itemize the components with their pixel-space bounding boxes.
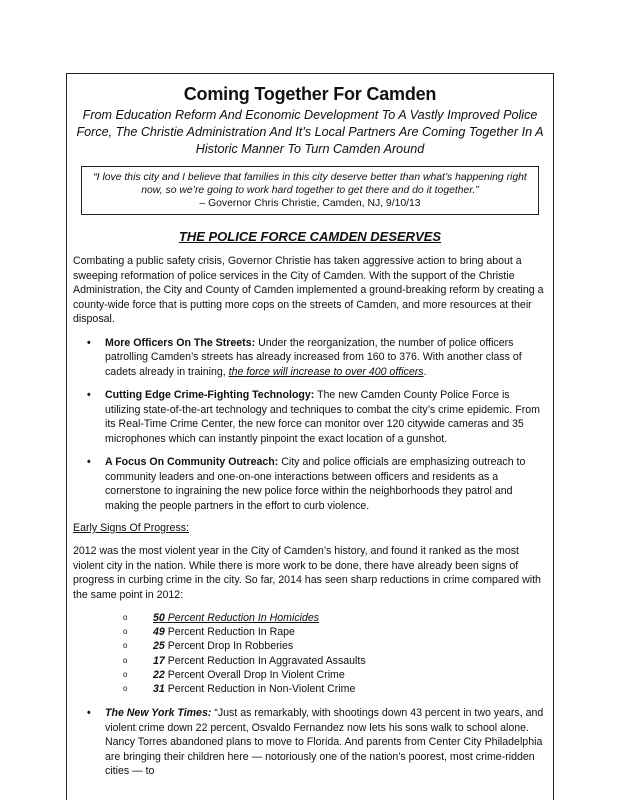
stat-label: Percent Overall Drop In Violent Crime (164, 668, 345, 681)
bullet-emphasis: the force will increase to over 400 officers (228, 365, 424, 378)
section-heading: THE POLICE FORCE CAMDEN DESERVES (178, 229, 442, 244)
stat-number: 17 (153, 654, 165, 667)
stat-label: Percent Reduction In Aggravated Assaults (164, 654, 366, 667)
stat-item (73, 668, 547, 682)
stat-item (73, 611, 547, 625)
circle-bullet-icon: o (123, 684, 128, 694)
stat-item (73, 654, 547, 668)
early-signs-label: Early Signs Of Progress: (73, 522, 189, 534)
press-source: The New York Times: (105, 707, 212, 720)
bullet-text: Under the reorganization, the number of police officers patrolling Camden’s streets has already increased from 160 to 376. With another class of cadets already in training, (105, 336, 522, 378)
circle-bullet-icon: o (123, 627, 128, 637)
stat-label: Percent Reduction in Non-Violent Crime (164, 683, 356, 696)
bullet-dot-icon: • (87, 389, 91, 401)
stat-item (73, 625, 547, 639)
bullet-text: City and police officials are emphasizing outreach to community leaders and one-on-one interactions between officers and residents as a cornerstone to ingraining the new police force within the neighborhoods they patrol and making the people partners in the effort to curb violence. (105, 456, 526, 512)
stat-number: 50 (153, 612, 165, 624)
stat-label: Percent Reduction In Homicides (164, 612, 320, 624)
stat-number: 22 (153, 668, 165, 681)
crime-stats-list (73, 611, 547, 696)
quote-attribution: – Governor Chris Christie, Camden, NJ, 9/10/13 (199, 198, 421, 209)
stat-label: Percent Reduction In Rape (164, 626, 295, 639)
bullet-item-technology (73, 388, 547, 446)
stat-item (73, 682, 547, 696)
stat-label: Percent Drop In Robberies (164, 640, 294, 653)
quote-text: “I love this city and I believe that families in this city deserve better than what’s happening right now, so we’re going to work hard together to get there and do it together.” (93, 172, 527, 196)
document-content (67, 74, 553, 779)
progress-paragraph: 2012 was the most violent year in the City of Camden’s history, and found it ranked as the most violent city in the nation. While there is more work to be done, there have already been signs of progress in curbing crime in the city. So far, 2014 has seen sharp reductions in crime compared with the same point in 2012: (73, 545, 541, 601)
document-title: Coming Together For Camden (183, 84, 437, 104)
bullet-heading: Cutting Edge Crime-Fighting Technology: (105, 389, 315, 401)
press-bullet-list (73, 706, 547, 779)
reform-bullet-list (73, 336, 547, 514)
document-subtitle: From Education Reform And Economic Development To A Vastly Improved Police Force, The Christie Administration And It’s Local Partners Are Coming Together In A Historic Manner To Turn Camden Around (76, 108, 544, 156)
circle-bullet-icon: o (123, 613, 128, 622)
stat-number: 31 (153, 683, 165, 696)
document-frame (66, 73, 554, 800)
circle-bullet-icon: o (123, 655, 128, 665)
stat-number: 25 (153, 640, 165, 653)
bullet-dot-icon: • (87, 456, 91, 468)
bullet-dot-icon: • (87, 336, 91, 349)
bullet-text: The new Camden County Police Force is utilizing state-of-the-art technology and techniques to combat the city’s crime epidemic. From its Real-Time Crime Center, the new force can monitor over 120 citywide cameras and 35 microphones which can instantly pinpoint the exact location of a gunshot. (105, 389, 540, 445)
stat-item (73, 639, 547, 653)
quote-box (81, 166, 539, 215)
press-quote: “Just as remarkably, with shootings down 43 percent in two years, and violent crime down 22 percent, Osvaldo Fernandez now lets his sons walk to school alone. Nancy Torres abandoned plans to move to Florida. And parents from Center City Philadelphia are bringing their children here — notoriously one of the nation’s poorest, most crime-ridden cities — to (105, 707, 544, 778)
bullet-heading: More Officers On The Streets: (105, 336, 256, 349)
circle-bullet-icon: o (123, 669, 128, 679)
bullet-item-officers (73, 336, 547, 380)
stat-number: 49 (153, 626, 165, 639)
circle-bullet-icon: o (123, 641, 128, 651)
bullet-dot-icon: • (87, 707, 91, 720)
bullet-heading: A Focus On Community Outreach: (105, 456, 279, 468)
bullet-item-outreach (73, 455, 547, 513)
intro-paragraph: Combating a public safety crisis, Governor Christie has taken aggressive action to bring about a sweeping reformation of police services in the City of Camden. With the support of the Christie Administration, the City and County of Camden implemented a ground-breaking reform by creating a county-wide force that is putting more cops on the streets of Camden, and more resources at their disposal. (73, 255, 544, 325)
bullet-item-nyt (73, 706, 547, 779)
bullet-tail: . (423, 365, 427, 378)
